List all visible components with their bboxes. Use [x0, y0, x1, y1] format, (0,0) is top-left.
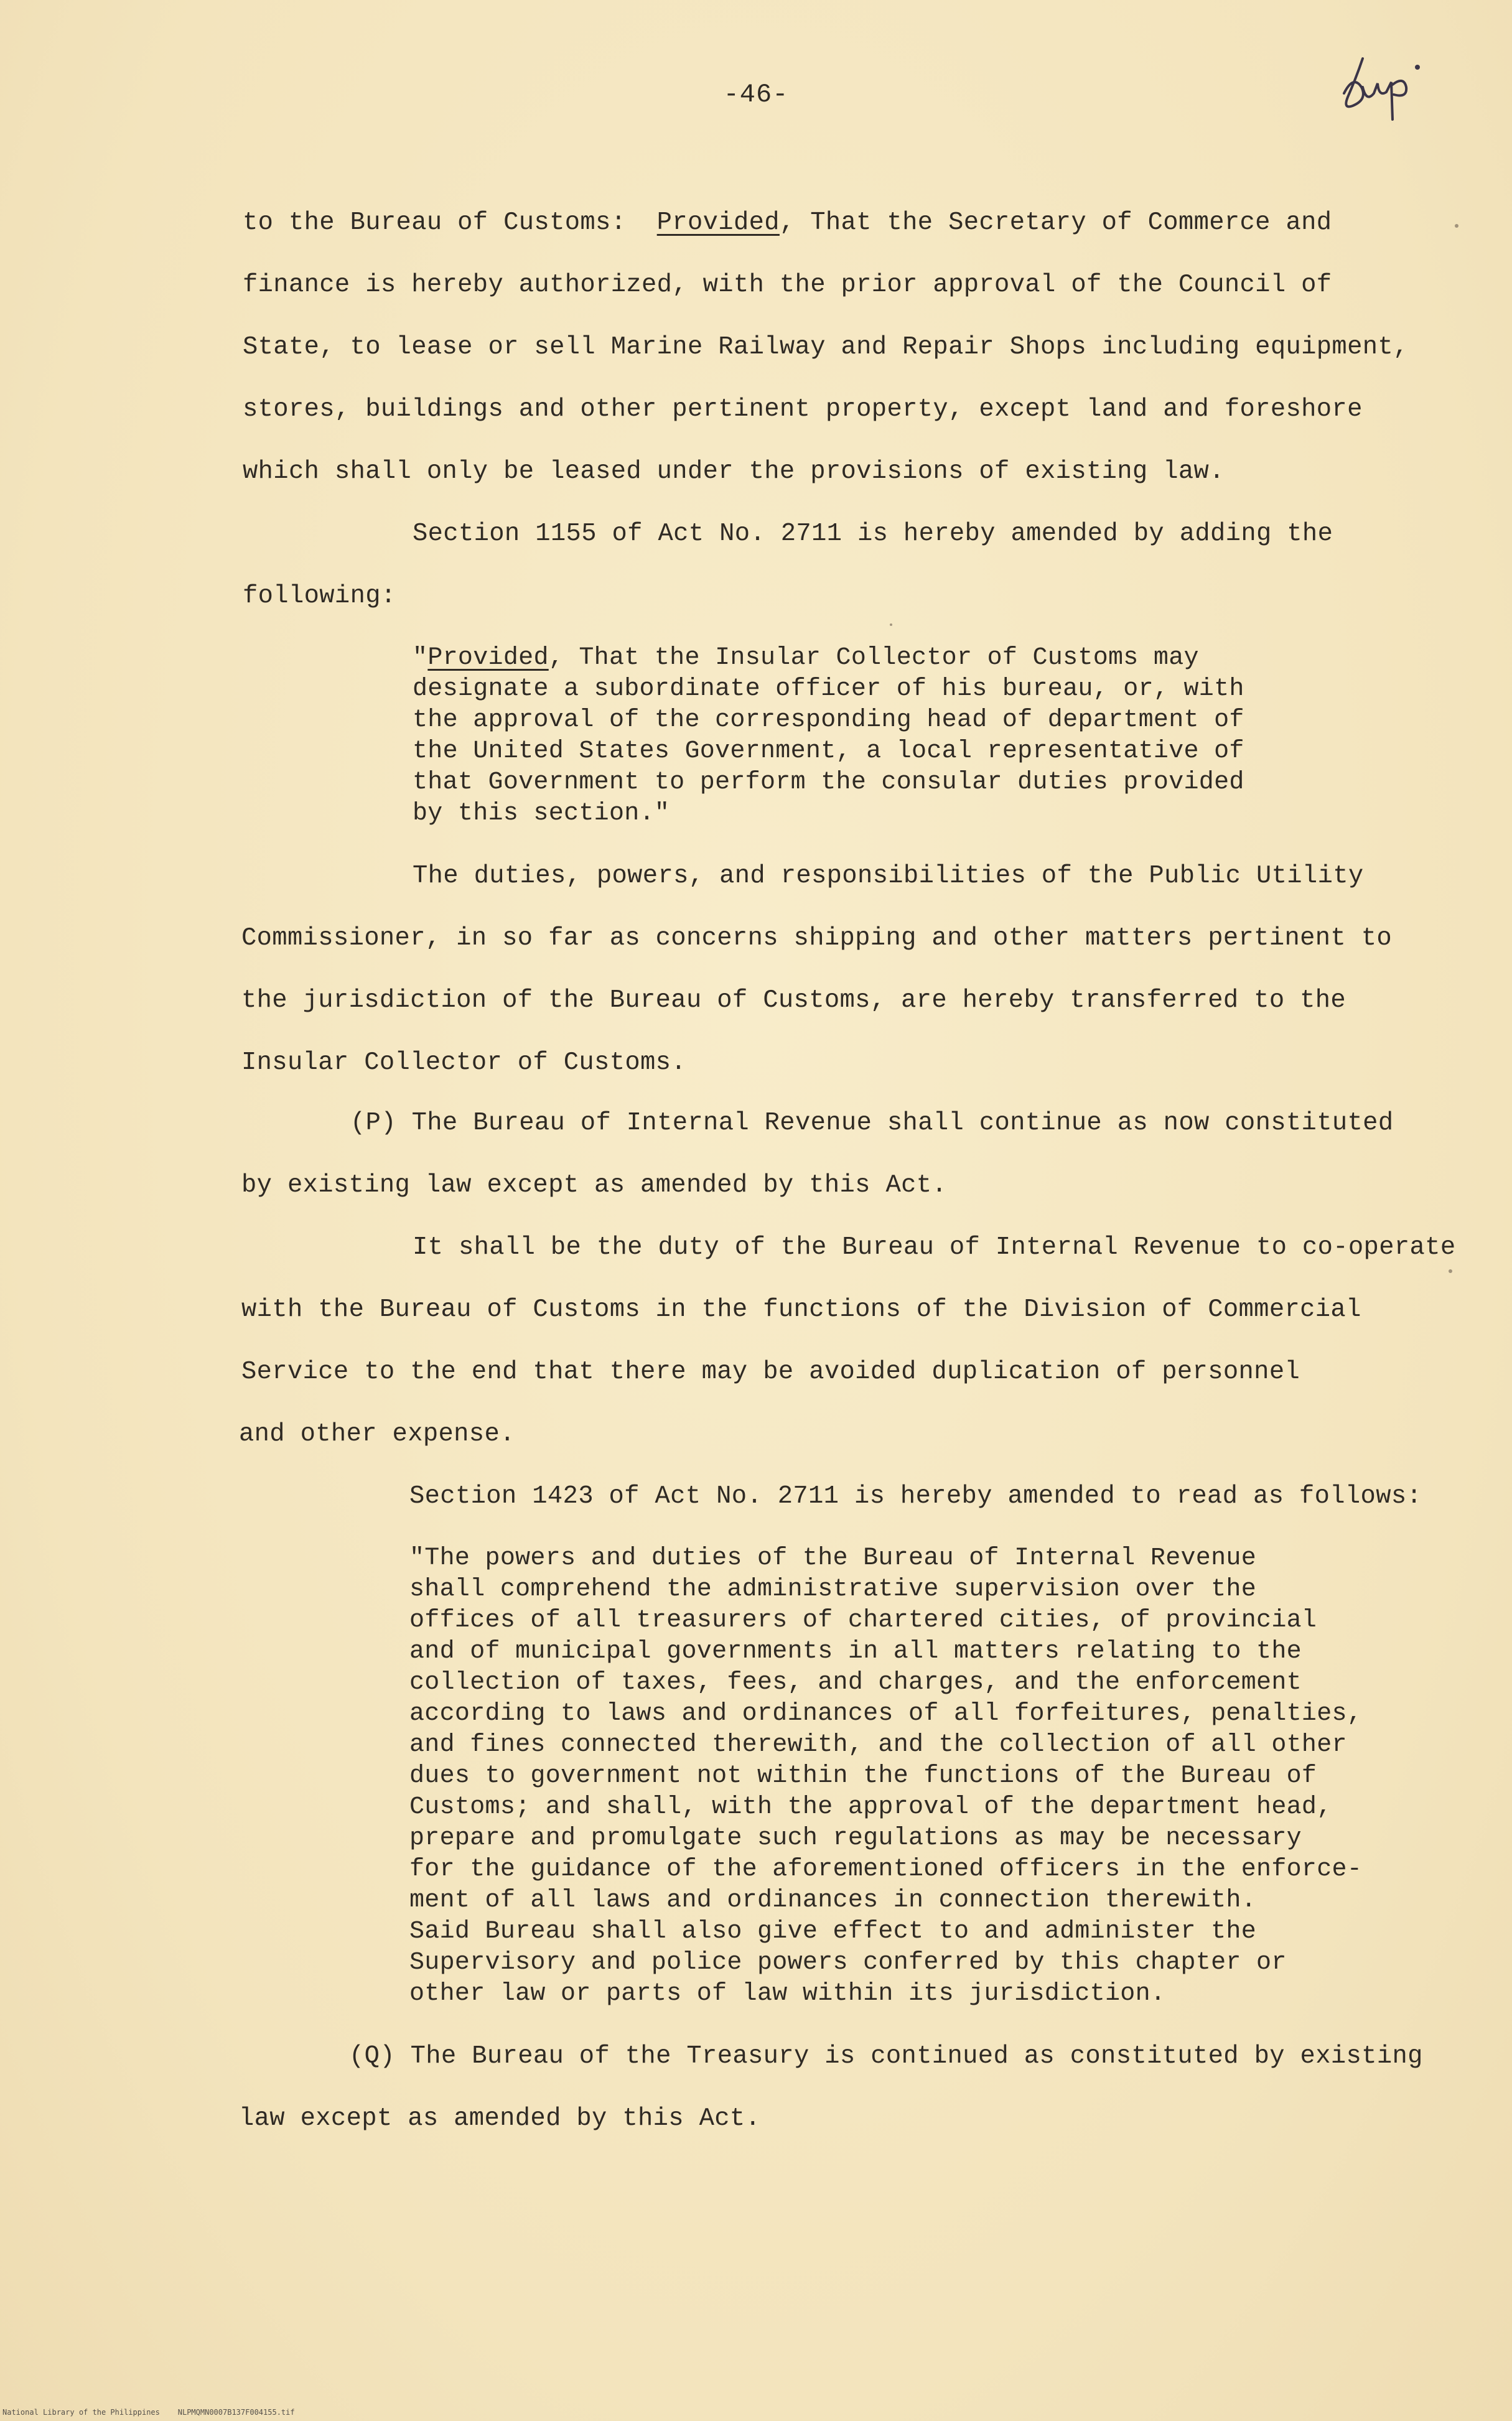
text-segment: " — [413, 644, 428, 672]
text-segment: to the Bureau of Customs: — [243, 208, 657, 237]
body-line-1 — [243, 210, 1332, 236]
quote2-line-10: prepare and promulgate such regulations as may be necessary — [409, 1824, 1302, 1852]
quote-line-1 — [413, 646, 1199, 671]
quote2-line-12: ment of all laws and ordinances in connection therewith. — [409, 1887, 1257, 1915]
quote-line-6: by this section." — [413, 800, 670, 828]
quote2-line-13: Said Bureau shall also give effect to and administer the — [409, 1918, 1257, 1946]
paper-speck — [1449, 1269, 1452, 1273]
body-line-15: with the Bureau of Customs in the functions of the Division of Commercial — [241, 1295, 1361, 1324]
quote-line-4: the United States Government, a local representative of — [413, 737, 1244, 765]
quote2-line-5: collection of taxes, fees, and charges, and the enforcement — [409, 1669, 1302, 1697]
quote2-line-14: Supervisory and police powers conferred by this chapter or — [409, 1949, 1287, 1977]
quote2-line-11: for the guidance of the aforementioned officers in the enforce- — [409, 1855, 1363, 1883]
quote-line-2: designate a subordinate officer of his bureau, or, with — [413, 675, 1244, 703]
page-number: -46- — [723, 80, 789, 110]
body-line-17: and other expense. — [239, 1420, 515, 1448]
quote2-line-1: "The powers and duties of the Bureau of Internal Revenue — [409, 1544, 1257, 1572]
text-segment: , That the Insular Collector of Customs may — [548, 644, 1199, 672]
quote-line-5: that Government to perform the consular duties provided — [413, 768, 1244, 796]
handwritten-margin-note — [1325, 37, 1456, 149]
body-line-18: Section 1423 of Act No. 2711 is hereby amended to read as follows: — [409, 1482, 1422, 1511]
body-line-10: the jurisdiction of the Bureau of Customs, are hereby transferred to the — [241, 986, 1346, 1015]
body-line-4: stores, buildings and other pertinent property, except land and foreshore — [243, 395, 1363, 424]
body-line-20: law except as amended by this Act. — [239, 2104, 761, 2133]
body-line-11: Insular Collector of Customs. — [241, 1048, 686, 1077]
paper-speck — [1455, 224, 1458, 228]
body-line-13: by existing law except as amended by this Act. — [241, 1171, 948, 1200]
underlined-provided: Provided — [427, 644, 549, 672]
quote-line-3: the approval of the corresponding head of department of — [413, 706, 1244, 734]
body-line-3: State, to lease or sell Marine Railway and Repair Shops including equipment, — [243, 333, 1409, 362]
archive-footer: National Library of the Philippines NLPMQMN0007B137F004155.tif — [2, 2408, 295, 2417]
handwritten-note-drawing — [1325, 37, 1456, 149]
quote2-line-6: according to laws and ordinances of all forfeitures, penalties, — [409, 1700, 1363, 1728]
quote2-line-4: and of municipal governments in all matters relating to the — [409, 1638, 1302, 1666]
body-line-9: Commissioner, in so far as concerns shipping and other matters pertinent to — [241, 924, 1393, 953]
quote2-line-8: dues to government not within the functions of the Bureau of — [409, 1762, 1317, 1790]
body-line-12: (P) The Bureau of Internal Revenue shall continue as now constituted — [350, 1109, 1394, 1137]
body-line-5: which shall only be leased under the provisions of existing law. — [243, 457, 1225, 486]
quote2-line-2: shall comprehend the administrative supervision over the — [409, 1575, 1257, 1603]
quote2-line-9: Customs; and shall, with the approval of the department head, — [409, 1793, 1332, 1821]
underlined-provided: Provided — [656, 208, 780, 237]
body-line-6: Section 1155 of Act No. 2711 is hereby amended by adding the — [413, 520, 1333, 548]
body-line-14: It shall be the duty of the Bureau of Internal Revenue to co-operate — [413, 1233, 1456, 1262]
body-line-8: The duties, powers, and responsibilities of the Public Utility — [413, 862, 1364, 890]
paper-speck — [890, 623, 892, 626]
body-line-16: Service to the end that there may be avoided duplication of personnel — [241, 1358, 1300, 1386]
quote2-line-3: offices of all treasurers of chartered cities, of provincial — [409, 1607, 1317, 1635]
quote2-line-7: and fines connected therewith, and the collection of all other — [409, 1731, 1347, 1759]
quote2-line-15: other law or parts of law within its jurisdiction. — [409, 1980, 1166, 2008]
body-line-19: (Q) The Bureau of the Treasury is continued as constituted by existing — [349, 2042, 1423, 2071]
body-line-2: finance is hereby authorized, with the prior approval of the Council of — [243, 271, 1332, 299]
text-segment: , That the Secretary of Commerce and — [779, 208, 1332, 237]
body-line-7: following: — [243, 582, 396, 610]
